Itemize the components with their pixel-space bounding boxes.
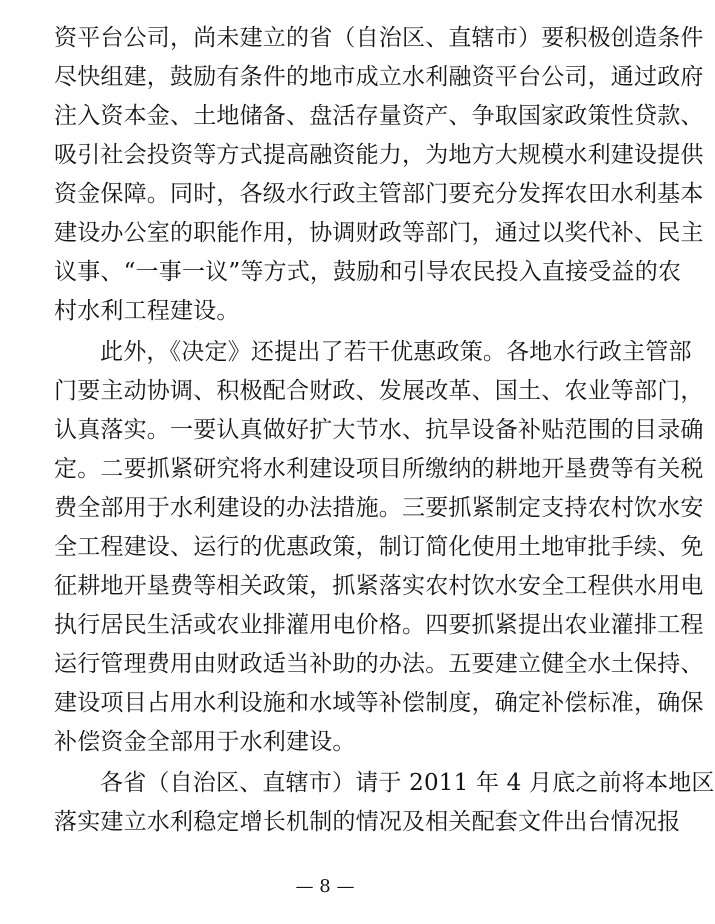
text-line-7: 议事、“一事一议”等方式，鼓励和引导农民投入直接受益的农: [54, 259, 682, 285]
text-line-11: 认真落实。一要认真做好扩大节水、抗旱设备补贴范围的目录确: [54, 417, 704, 443]
page-number: — 8 —: [295, 876, 355, 897]
text-line-12: 定。二要抓紧研究将水利建设项目所缴纳的耕地开垦费等有关税: [54, 456, 704, 482]
text-line-4: 吸引社会投资等方式提高融资能力，为地方大规模水利建设提供: [54, 142, 704, 168]
text-line-21: 落实建立水利稳定增长机制的情况及相关配套文件出台情况报: [54, 809, 681, 835]
text-line-17: 运行管理费用由财政适当补助的办法。五要建立健全水土保持、: [54, 651, 704, 677]
text-line-18: 建设项目占用水利设施和水域等补偿制度，确定补偿标准，确保: [54, 690, 704, 716]
text-line-13: 费全部用于水利建设的办法措施。三要抓紧制定支持农村饮水安: [54, 495, 704, 521]
text-line-19: 补偿资金全部用于水利建设。: [54, 729, 356, 755]
text-line-1: 资平台公司，尚未建立的省（自治区、直辖市）要积极创造条件: [54, 25, 704, 51]
paragraph-start-line-20: 各省（自治区、直辖市）请于 2011 年 4 月底之前将本地区: [100, 770, 715, 796]
text-line-6: 建设办公室的职能作用，协调财政等部门，通过以奖代补、民主: [54, 220, 704, 246]
text-line-10: 门要主动协调、积极配合财政、发展改革、国土、农业等部门，: [54, 378, 704, 404]
text-line-14: 全工程建设、运行的优惠政策，制订简化使用土地审批手续、免: [54, 534, 704, 560]
paragraph-start-line-9: 此外，《决定》还提出了若干优惠政策。各地水行政主管部: [100, 339, 692, 365]
text-line-8: 村水利工程建设。: [54, 298, 240, 324]
text-line-16: 执行居民生活或农业排灌用电价格。四要抓紧提出农业灌排工程: [54, 612, 704, 638]
text-line-5: 资金保障。同时，各级水行政主管部门要充分发挥农田水利基本: [54, 181, 704, 207]
text-line-15: 征耕地开垦费等相关政策，抓紧落实农村饮水安全工程供水用电: [54, 573, 704, 599]
text-line-3: 注入资本金、土地储备、盘活存量资产、争取国家政策性贷款、: [54, 103, 704, 129]
text-line-2: 尽快组建，鼓励有条件的地市成立水利融资平台公司，通过政府: [54, 64, 704, 90]
